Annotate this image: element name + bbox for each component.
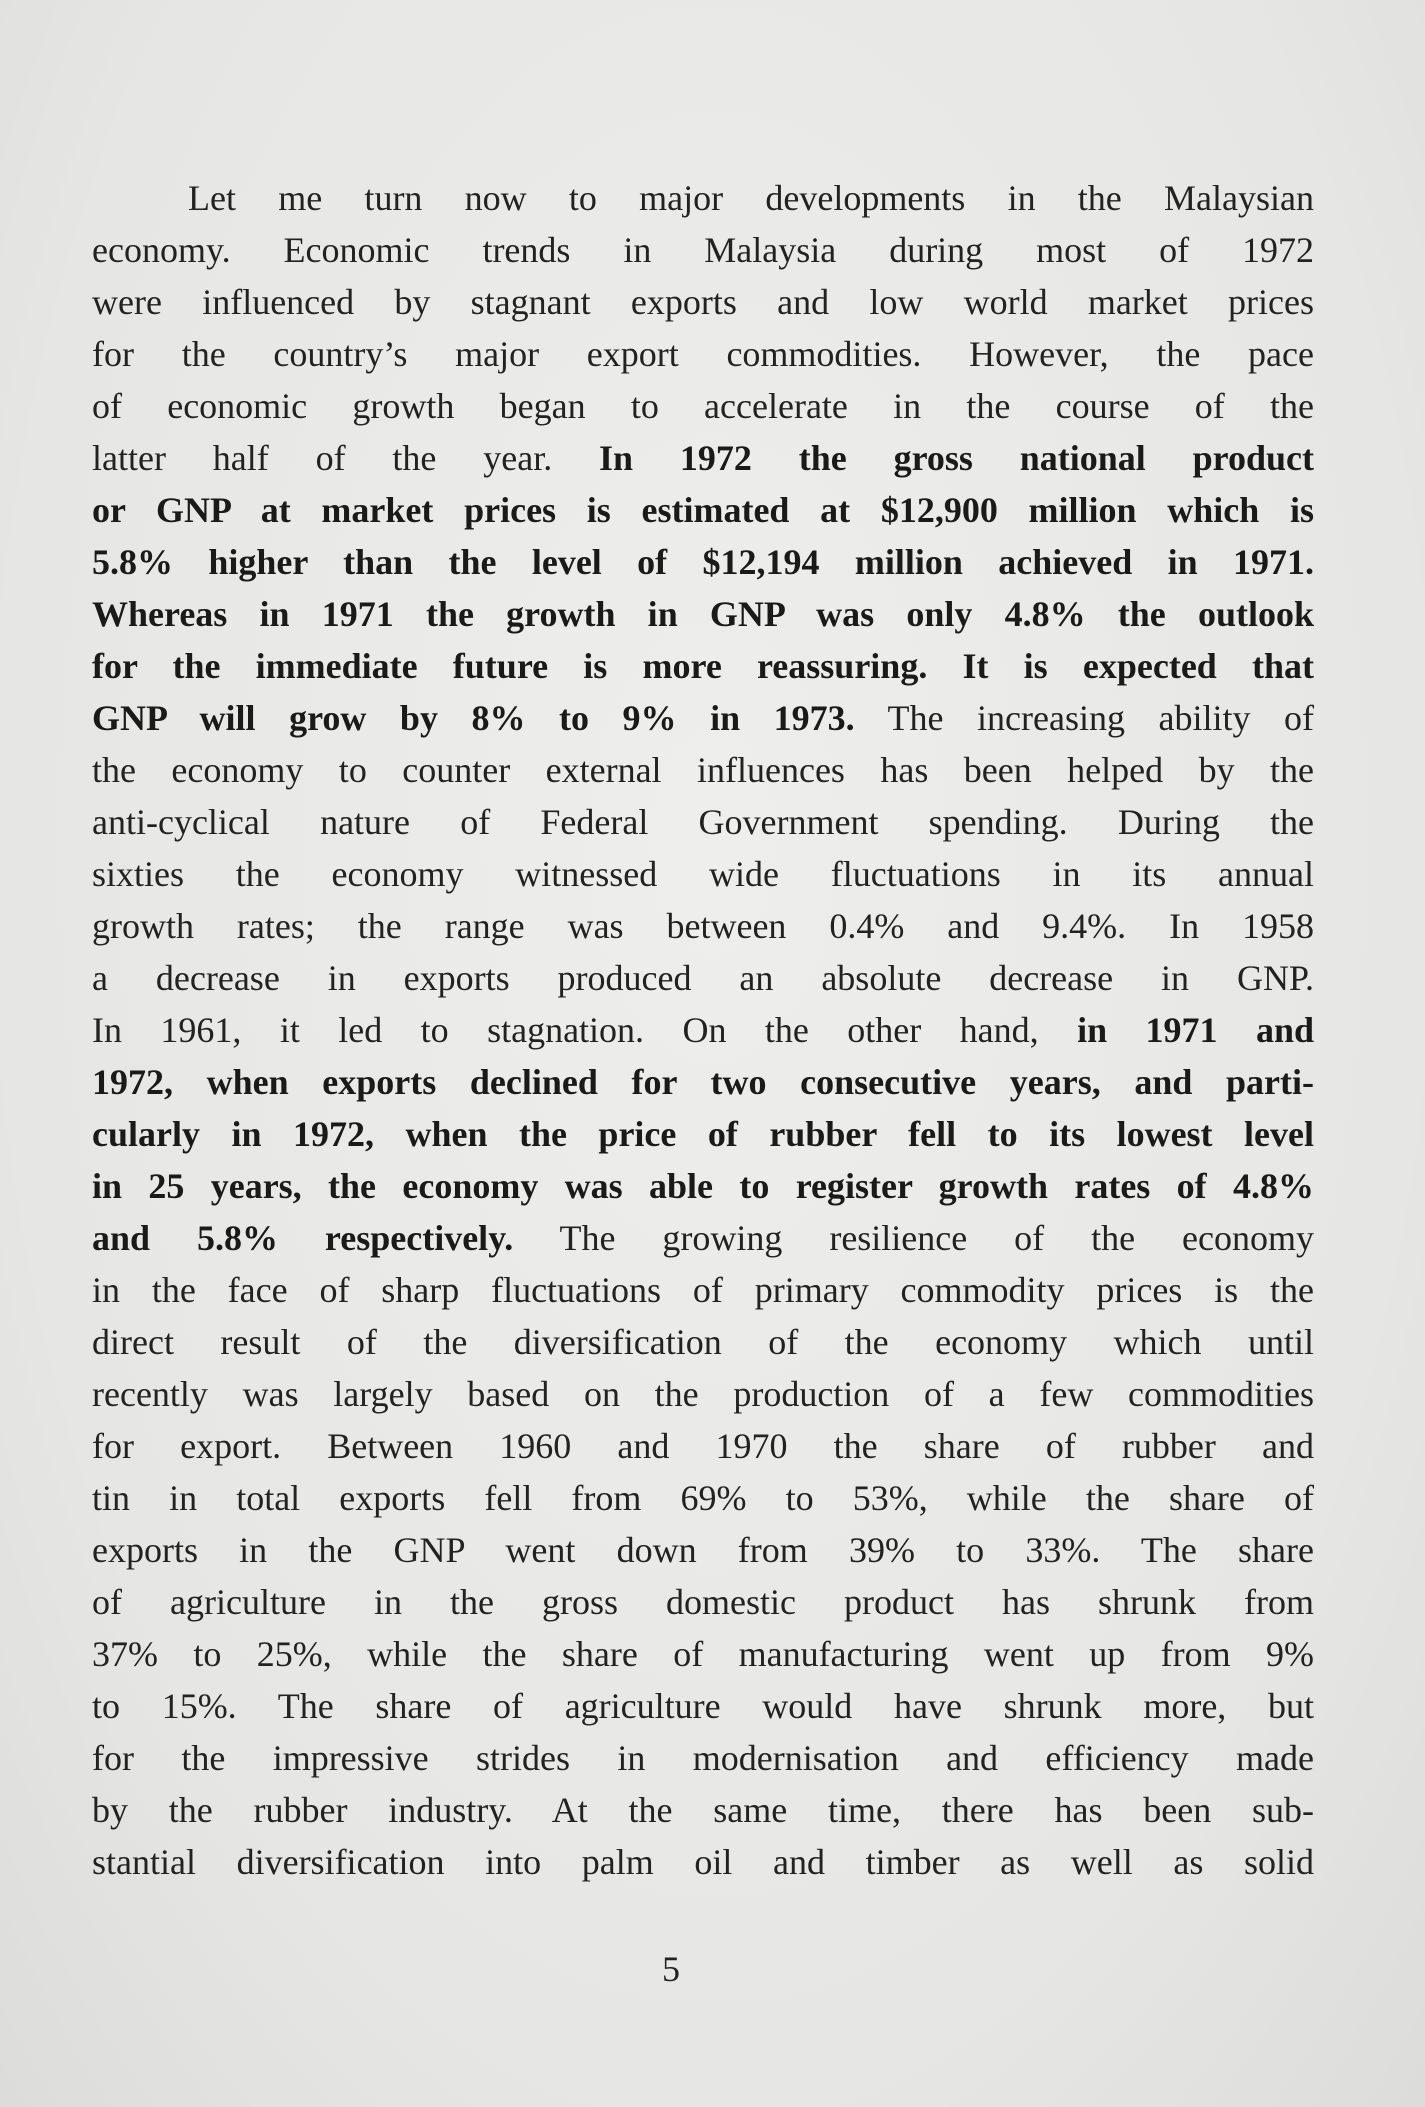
text-line: [92, 1056, 1314, 1108]
text-segment: stantial diversification into palm oil and timber as well as solid: [92, 1842, 1314, 1882]
text-segment: anti-cyclical nature of Federal Government spending. During the: [92, 802, 1314, 842]
text-segment: In 1961, it led to stagnation. On the other hand,: [92, 1010, 1078, 1050]
text-segment: growth rates; the range was between 0.4% and 9.4%. In 1958: [92, 906, 1314, 946]
bold-text-segment: cularly in 1972, when the price of rubber fell to its lowest level: [92, 1114, 1314, 1154]
bold-text-segment: in 1971 and: [1077, 1010, 1315, 1050]
text-line: [92, 276, 1314, 328]
text-line: [92, 172, 1314, 224]
bold-text-segment: or GNP at market prices is estimated at $12,900 million which is: [92, 490, 1314, 530]
bold-text-segment: 5.8% higher than the level of $12,194 million achieved in 1971.: [92, 542, 1314, 582]
text-line: [92, 1576, 1314, 1628]
text-line: [92, 1368, 1314, 1420]
text-segment: a decrease in exports produced an absolute decrease in GNP.: [92, 958, 1314, 998]
bold-text-segment: for the immediate future is more reassuring. It is expected that: [92, 646, 1314, 686]
text-line: [92, 1108, 1314, 1160]
text-line: [92, 328, 1314, 380]
text-segment: for export. Between 1960 and 1970 the share of rubber and: [92, 1426, 1314, 1466]
text-segment: Let me turn now to major developments in the Malaysian: [188, 178, 1314, 218]
bold-text-segment: and 5.8% respectively.: [92, 1218, 514, 1258]
text-line: [92, 1316, 1314, 1368]
text-line: [92, 380, 1314, 432]
bold-text-segment: In 1972 the gross national product: [599, 438, 1314, 478]
text-segment: of agriculture in the gross domestic product has shrunk from: [92, 1582, 1314, 1622]
text-line: [92, 484, 1314, 536]
text-segment: for the country’s major export commodities. However, the pace: [92, 334, 1314, 374]
text-segment: for the impressive strides in modernisation and efficiency made: [92, 1738, 1314, 1778]
text-line: [92, 1212, 1314, 1264]
bold-text-segment: 1972, when exports declined for two consecutive years, and parti-: [92, 1062, 1314, 1102]
text-segment: were influenced by stagnant exports and low world market prices: [92, 282, 1314, 322]
text-line: [92, 1004, 1314, 1056]
text-segment: the economy to counter external influences has been helped by the: [92, 750, 1314, 790]
text-line: [92, 1836, 1314, 1888]
text-segment: latter half of the year.: [92, 438, 600, 478]
text-line: [92, 848, 1314, 900]
text-line: [92, 1680, 1314, 1732]
text-segment: economy. Economic trends in Malaysia during most of 1972: [92, 230, 1314, 270]
text-line: [92, 588, 1314, 640]
text-line: [92, 640, 1314, 692]
text-segment: tin in total exports fell from 69% to 53%, while the share of: [92, 1478, 1314, 1518]
text-segment: of economic growth began to accelerate in the course of the: [92, 386, 1314, 426]
text-segment: 37% to 25%, while the share of manufacturing went up from 9%: [92, 1634, 1314, 1674]
text-segment: sixties the economy witnessed wide fluctuations in its annual: [92, 854, 1314, 894]
text-line: [92, 1524, 1314, 1576]
text-line: [92, 224, 1314, 276]
body-paragraph: [92, 172, 1314, 1888]
text-segment: The increasing ability of: [854, 698, 1315, 738]
text-line: [92, 744, 1314, 796]
text-line: [92, 900, 1314, 952]
text-line: [92, 432, 1314, 484]
text-segment: to 15%. The share of agriculture would have shrunk more, but: [92, 1686, 1314, 1726]
bold-text-segment: GNP will grow by 8% to 9% in 1973.: [92, 698, 855, 738]
bold-text-segment: in 25 years, the economy was able to register growth rates of 4.8%: [92, 1166, 1314, 1206]
text-segment: direct result of the diversification of the economy which until: [92, 1322, 1314, 1362]
text-line: [92, 796, 1314, 848]
text-line: [92, 952, 1314, 1004]
text-line: [92, 1732, 1314, 1784]
text-line: [92, 1784, 1314, 1836]
text-line: [92, 692, 1314, 744]
text-segment: recently was largely based on the production of a few commodities: [92, 1374, 1314, 1414]
text-segment: in the face of sharp fluctuations of primary commodity prices is the: [92, 1270, 1314, 1310]
text-line: [92, 1264, 1314, 1316]
text-segment: The growing resilience of the economy: [513, 1218, 1314, 1258]
text-segment: by the rubber industry. At the same time, there has been sub-: [92, 1790, 1314, 1830]
page-number: 5: [662, 1949, 680, 1989]
text-segment: exports in the GNP went down from 39% to 33%. The share: [92, 1530, 1314, 1570]
text-line: [92, 1472, 1314, 1524]
text-line: [92, 1420, 1314, 1472]
text-line: [92, 1628, 1314, 1680]
text-line: [92, 1160, 1314, 1212]
text-line: [92, 536, 1314, 588]
bold-text-segment: Whereas in 1971 the growth in GNP was only 4.8% the outlook: [92, 594, 1314, 634]
